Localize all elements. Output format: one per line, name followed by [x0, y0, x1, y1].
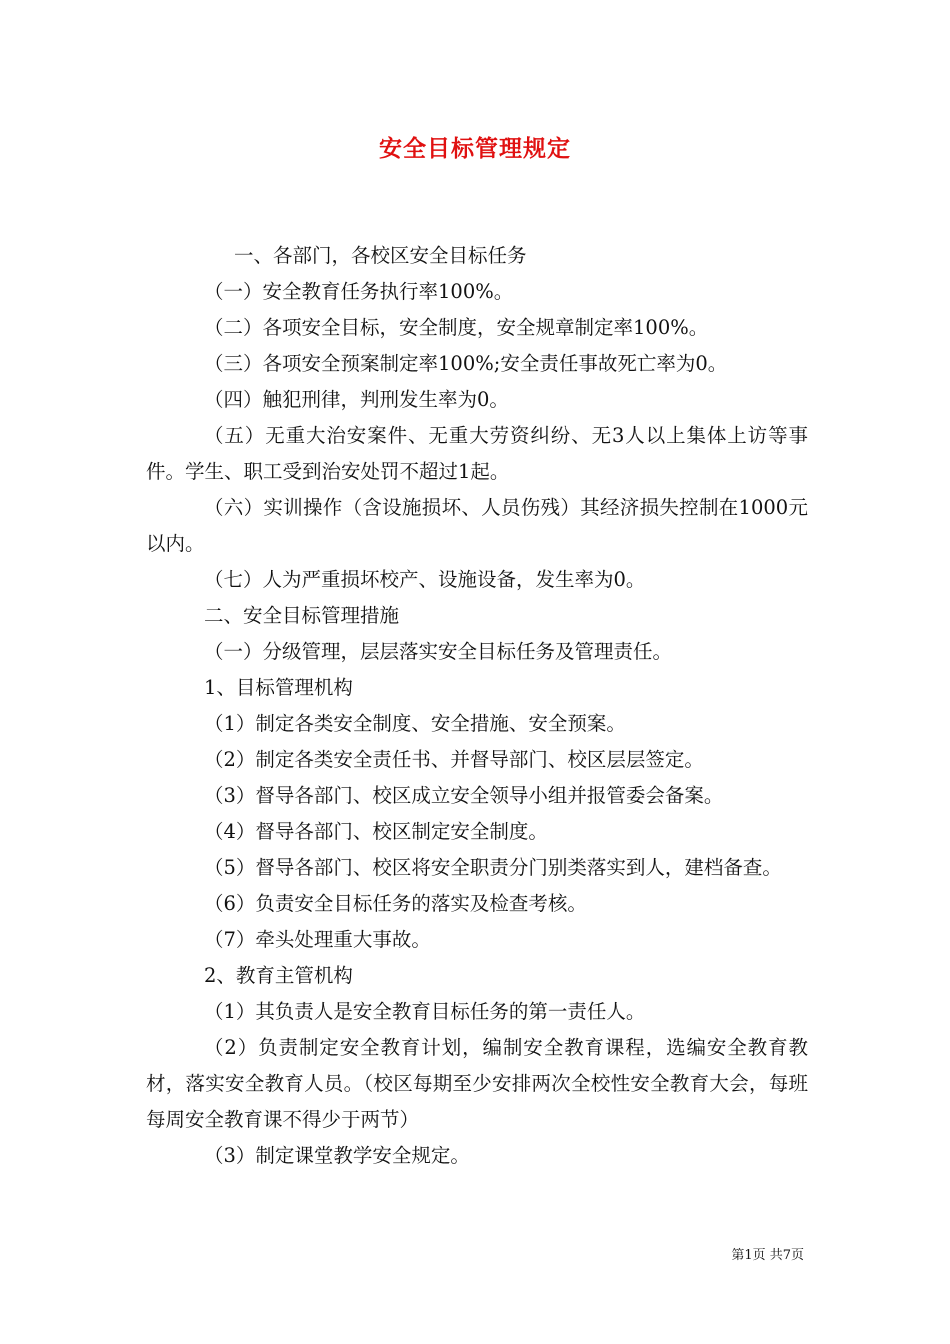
paragraph: （7）牵头处理重大事故。	[204, 928, 431, 951]
document-title: 安全目标管理规定	[379, 135, 571, 162]
paragraph: （五）无重大治安案件、无重大劳资纠纷、无3人以上集体上访等事件。学生、职工受到治安处罚不超过1起。	[146, 424, 808, 483]
paragraph: （5）督导各部门、校区将安全职责分门别类落实到人，建档备查。	[204, 856, 782, 879]
paragraph: 一、各部门，各校区安全目标任务	[234, 244, 527, 267]
paragraph: （3）督导各部门、校区成立安全领导小组并报管委会备案。	[204, 784, 724, 807]
paragraph: （2）制定各类安全责任书、并督导部门、校区层层签定。	[204, 748, 704, 771]
paragraph: （1）其负责人是安全教育目标任务的第一责任人。	[204, 1000, 646, 1023]
paragraph: （二）各项安全目标，安全制度，安全规章制定率100%。	[204, 316, 709, 339]
paragraph: （一）安全教育任务执行率100%。	[204, 280, 514, 303]
paragraph: （2）负责制定安全教育计划，编制安全教育课程，选编安全教育教材，落实安全教育人员。（校区每期至少安排两次全校性安全教育大会，每班每周安全教育课不得少于两节）	[146, 1036, 808, 1131]
paragraph: （七）人为严重损坏校产、设施设备，发生率为0。	[204, 568, 646, 591]
paragraph: （1）制定各类安全制度、安全措施、安全预案。	[204, 712, 626, 735]
paragraph: （6）负责安全目标任务的落实及检查考核。	[204, 892, 587, 915]
paragraph: （3）制定课堂教学安全规定。	[204, 1144, 470, 1167]
paragraph: （一）分级管理，层层落实安全目标任务及管理责任。	[204, 640, 673, 663]
paragraph: （六）实训操作（含设施损坏、人员伤残）其经济损失控制在1000元以内。	[146, 496, 808, 555]
paragraph: （4）督导各部门、校区制定安全制度。	[204, 820, 548, 843]
subsection-heading: 2、教育主管机构	[204, 964, 353, 987]
paragraph: （三）各项安全预案制定率100%;安全责任事故死亡率为0。	[204, 352, 728, 375]
section-heading: 二、安全目标管理措施	[204, 604, 400, 627]
page-number: 第1页 共7页	[731, 1248, 804, 1263]
subsection-heading: 1、目标管理机构	[204, 676, 353, 699]
document-body	[146, 238, 808, 1174]
paragraph: （四）触犯刑律，判刑发生率为0。	[204, 388, 509, 411]
